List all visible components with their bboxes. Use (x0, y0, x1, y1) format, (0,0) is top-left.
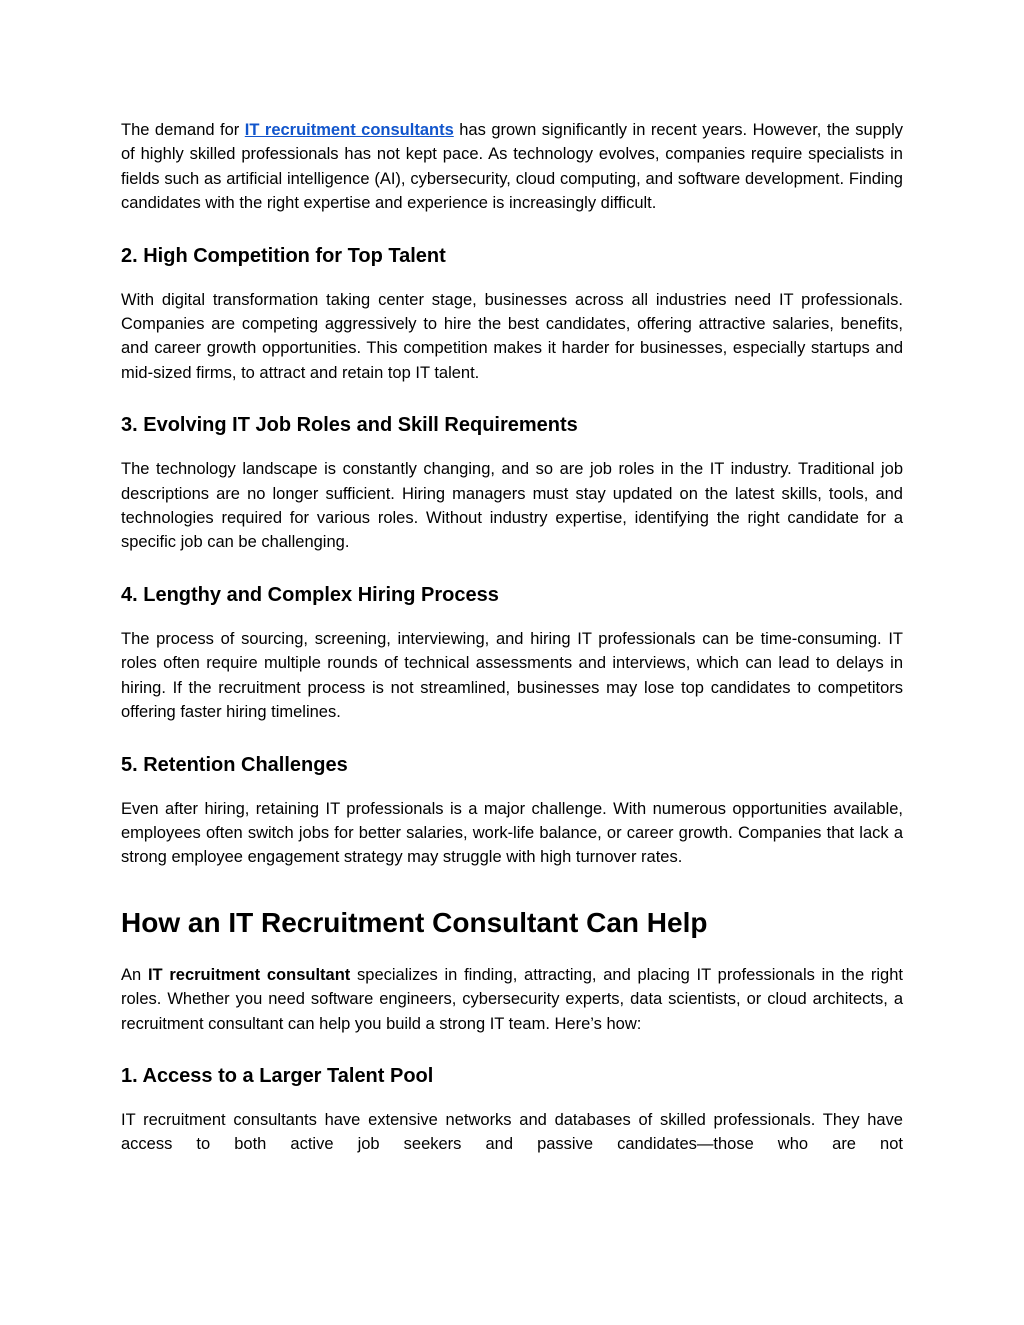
subsection-body-talent-pool: IT recruitment consultants have extensive networks and databases of skilled professionals. They have access to both active job seekers and passive candidates—those who are not (121, 1110, 903, 1154)
help-section-heading: How an IT Recruitment Consultant Can Help (121, 906, 708, 938)
section-body-hiring-process: The process of sourcing, screening, interviewing, and hiring IT professionals can be time-consuming. IT roles often require multiple rounds of technical assessments and interviews, which can lead to delays in hiring. If the recruitment process is not streamlined, businesses may lose top candidates to competitors offering faster hiring timelines. (121, 629, 903, 722)
help-intro-after: specializes in finding, attracting, and placing IT professionals in the right roles. Whether you need software engineers, cybersecurity experts, data scientists, or cloud architects, a recruitment consultant can help you build a strong IT team. Here’s how: (121, 965, 903, 1033)
section-heading-hiring-process: 4. Lengthy and Complex Hiring Process (121, 583, 499, 606)
subsection-heading-talent-pool: 1. Access to a Larger Talent Pool (121, 1064, 434, 1087)
intro-text-after-link: has grown significantly in recent years. However, the supply of highly skilled professionals has not kept pace. As technology evolves, companies require specialists in fields such as artificial intelligence (AI), cybersecurity, cloud computing, and software development. Finding candidates with the right expertise and experience is increasingly difficult. (121, 121, 903, 213)
section-heading-high-competition: 2. High Competition for Top Talent (121, 244, 446, 267)
help-intro-bold-term: IT recruitment consultant (147, 965, 351, 984)
intro-text-before-link: The demand for (121, 121, 245, 139)
section-heading-retention: 5. Retention Challenges (121, 753, 348, 776)
section-body-evolving-roles: The technology landscape is constantly changing, and so are job roles in the IT industry. Traditional job descriptions are no longer sufficient. Hiring managers must stay updated on the latest skills, tools, and technologies required for various roles. Without industry expertise, identifying the right candidate for a specific job can be challenging. (121, 460, 903, 552)
intro-paragraph (121, 118, 903, 216)
section-body-high-competition: With digital transformation taking center stage, businesses across all industries need IT professionals. Companies are competing aggressively to hire the best candidates, offering attractive salaries, benefits, and career growth opportunities. This competition makes it harder for businesses, especially startups and mid-sized firms, to attract and retain top IT talent. (121, 290, 903, 382)
help-intro-before: An (121, 965, 148, 984)
it-recruitment-consultants-link[interactable]: IT recruitment consultants (244, 121, 454, 139)
document-page (121, 118, 903, 1157)
section-heading-evolving-roles: 3. Evolving IT Job Roles and Skill Requirements (121, 414, 578, 437)
section-body-retention: Even after hiring, retaining IT professionals is a major challenge. With numerous opportunities available, employees often switch jobs for better salaries, work-life balance, or career growth. Companies that lack a strong employee engagement strategy may struggle with high turnover rates. (121, 799, 903, 867)
help-section-intro (121, 963, 903, 1036)
